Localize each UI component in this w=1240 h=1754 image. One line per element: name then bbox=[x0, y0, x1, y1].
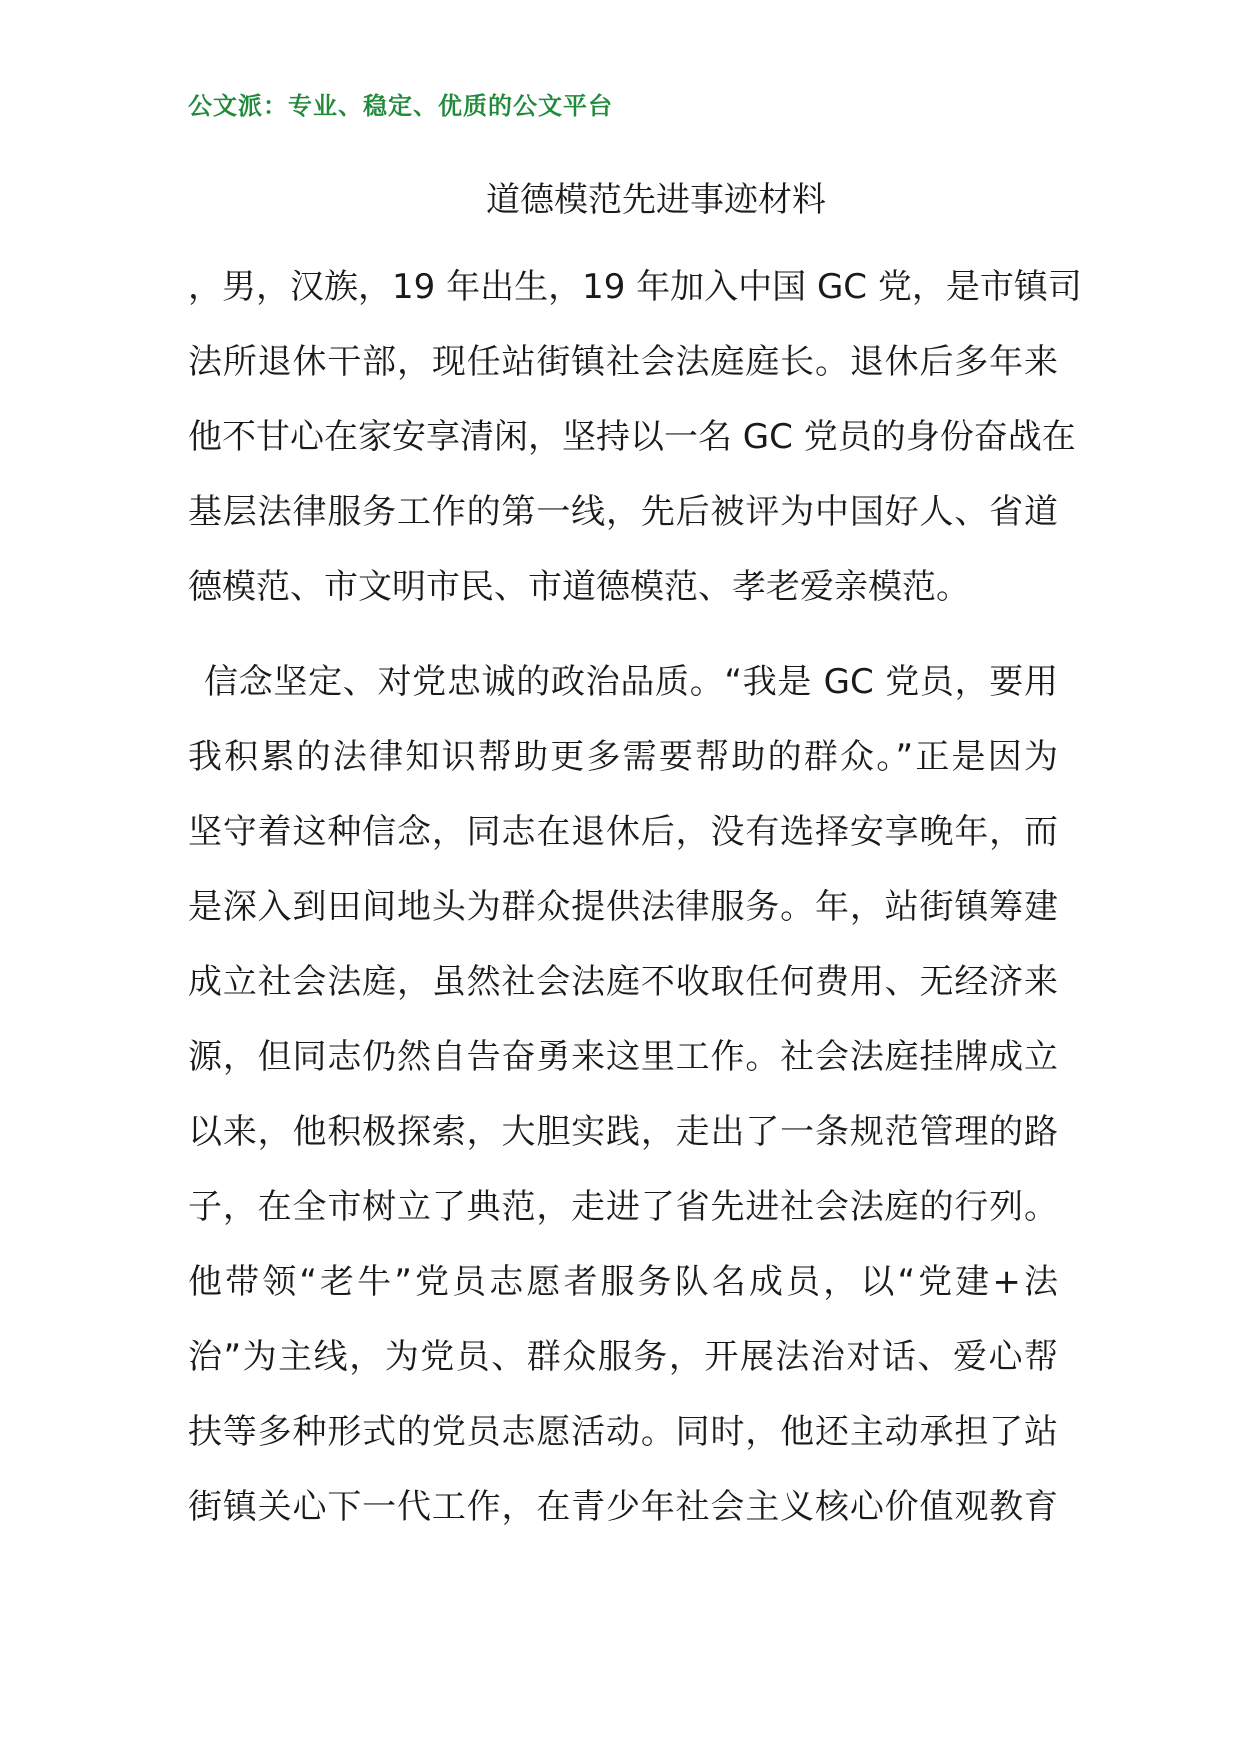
paragraph-spacer bbox=[188, 637, 1058, 657]
text-line: ，男，汉族，19 年出生，19 年加入中国 GC 党，是市镇司 bbox=[188, 267, 1082, 307]
text-line: 我积累的法律知识帮助更多需要帮助的群众。”正是因为 bbox=[188, 737, 1058, 777]
text-line: 街镇关心下一代工作，在青少年社会主义核心价值观教育 bbox=[188, 1487, 1058, 1527]
text-line: 信念坚定、对党忠诚的政治品质。“我是 GC 党员，要用 bbox=[204, 662, 1058, 702]
document-title: 道德模范先进事迹材料 bbox=[486, 180, 826, 220]
text-line: 治”为主线，为党员、群众服务，开展法治对话、爱心帮 bbox=[188, 1337, 1058, 1377]
text-line: 是深入到田间地头为群众提供法律服务。年，站街镇筹建 bbox=[188, 887, 1058, 927]
paragraph-2 bbox=[188, 657, 1058, 1557]
text-line: 扶等多种形式的党员志愿活动。同时，他还主动承担了站 bbox=[188, 1412, 1058, 1452]
text-line: 子，在全市树立了典范，走进了省先进社会法庭的行列。 bbox=[188, 1187, 1058, 1227]
text-line: 德模范、市文明市民、市道德模范、孝老爱亲模范。 bbox=[188, 567, 970, 607]
site-header: 公文派：专业、稳定、优质的公文平台 bbox=[188, 92, 613, 120]
text-line: 源，但同志仍然自告奋勇来这里工作。社会法庭挂牌成立 bbox=[188, 1037, 1058, 1077]
text-line: 以来，他积极探索，大胆实践，走出了一条规范管理的路 bbox=[188, 1112, 1058, 1152]
text-line: 他不甘心在家安享清闲，坚持以一名 GC 党员的身份奋战在 bbox=[188, 417, 1076, 457]
text-line: 坚守着这种信念，同志在退休后，没有选择安享晚年，而 bbox=[188, 812, 1058, 852]
text-line: 他带领“老牛”党员志愿者服务队名成员，以“党建+法 bbox=[188, 1262, 1058, 1302]
text-line: 法所退休干部，现任站街镇社会法庭庭长。退休后多年来 bbox=[188, 342, 1058, 382]
text-line: 成立社会法庭，虽然社会法庭不收取任何费用、无经济来 bbox=[188, 962, 1058, 1002]
text-line: 基层法律服务工作的第一线，先后被评为中国好人、省道 bbox=[188, 492, 1058, 532]
document-body bbox=[188, 262, 1082, 1557]
paragraph-1 bbox=[188, 262, 1082, 637]
